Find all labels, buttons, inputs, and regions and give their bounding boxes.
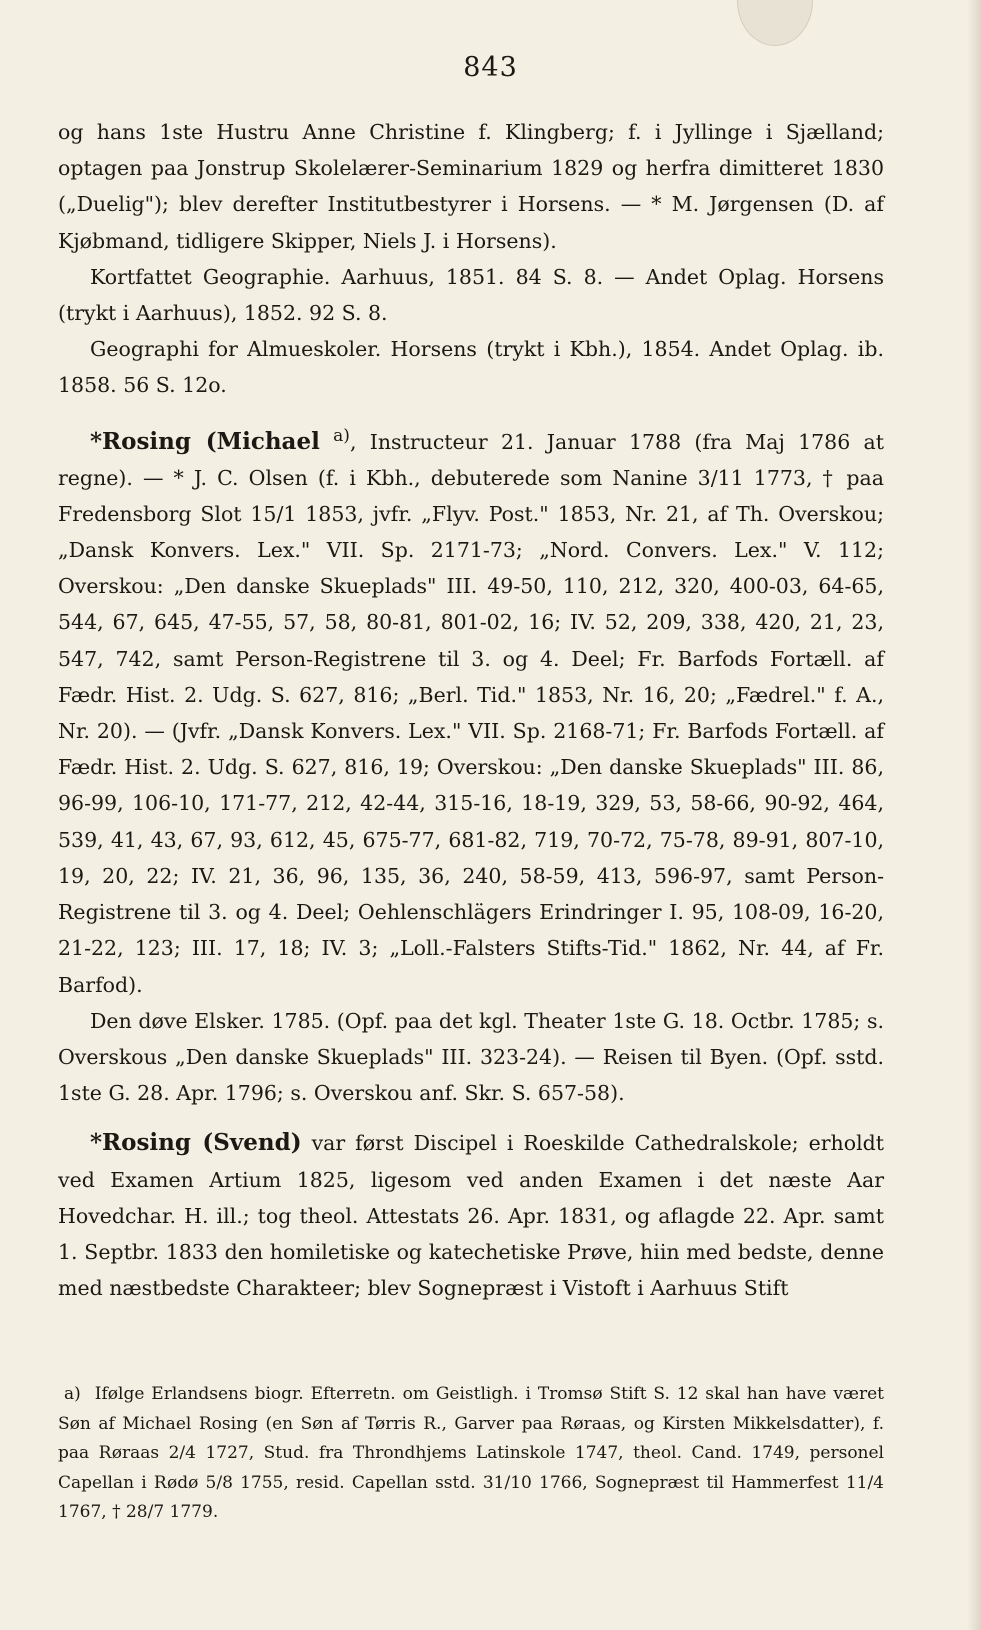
- spacer: [58, 1111, 884, 1125]
- work-entry-geographi-almueskoler: Geographi for Almueskoler. Horsens (trykt i Kbh.), 1854. Andet Oplag. ib. 1858. 56 S. 12o.: [58, 337, 884, 398]
- work-entry-michael: Den døve Elsker. 1785. (Opf. paa det kgl. Theater 1ste G. 18. Octbr. 1785; s. Overskous „Den danske Skueplads" III. 323-24). — Reisen til Byen. (Opf. sstd. 1ste G. 28. Apr. 1796; s. Overskou anf. Skr. S. 657-58).: [58, 1008, 884, 1106]
- entry-heading-michael: *Rosing (Michael: [90, 427, 320, 455]
- footnote-ref: a): [333, 425, 350, 446]
- entry-continuation: og hans 1ste Hustru Anne Christine f. Klingberg; f. i Jyllinge i Sjælland; optagen paa Jonstrup Skolelærer-Seminarium 1829 og herfra dimitteret 1830 („Duelig"); blev derefter Institutbestyrer i Horsens. — * M. Jørgensen (D. af Kjøbmand, tidligere Skipper, Niels J. i Horsens).: [58, 120, 884, 253]
- main-text: [58, 114, 884, 1306]
- entry-heading-svend: *Rosing (Svend): [90, 1129, 302, 1157]
- footnote-text: Ifølge Erlandsens biogr. Efterretn. om Geistligh. i Tromsø Stift S. 12 skal han have været Søn af Michael Rosing (en Søn af Tørris R., Garver paa Røraas, og Kirsten Mikkelsdatter), f. paa Røraas 2/4 1727, Stud. fra Throndhjems Latinskole 1747, theol. Cand. 1749, personel Capellan i Rødø 5/8 1755, resid. Capellan sstd. 31/10 1766, Sognepræst til Hammerfest 11/4 1767, † 28/7 1779.: [58, 1384, 884, 1522]
- entry-body-svend: var først Discipel i Roeskilde Cathedralskole; erholdt ved Examen Artium 1825, ligesom ved anden Examen i det næste Aar Hovedchar. H. ill.; tog theol. Attestats 26. Apr. 1831, og aflagde 22. Apr. samt 1. Septbr. 1833 den homiletiske og katechetiske Prøve, hiin med bedste, denne med næstbedste Charakteer; blev Sognepræst i Vistoft i Aarhuus Stift: [58, 1131, 884, 1301]
- entry-body-michael: , Instructeur 21. Januar 1788 (fra Maj 1786 at regne). — * J. C. Olsen (f. i Kbh., debuterede som Nanine 3/11 1773, † paa Fredensborg Slot 15/1 1853, jvfr. „Flyv. Post." 1853, Nr. 21, af Th. Overskou; „Dansk Konvers. Lex." VII. Sp. 2171-73; „Nord. Convers. Lex." V. 112; Overskou: „Den danske Skueplads" III. 49-50, 110, 212, 320, 400-03, 64-65, 544, 67, 645, 47-55, 57, 58, 80-81, 801-02, 16; IV. 52, 209, 338, 420, 21, 23, 547, 742, samt Person-Registrene til 3. og 4. Deel; Fr. Barfods Fortæll. af Fædr. Hist. 2. Udg. S. 627, 816; „Berl. Tid." 1853, Nr. 16, 20; „Fædrel." f. A., Nr. 20). — (Jvfr. „Dansk Konvers. Lex." VII. Sp. 2168-71; Fr. Barfods Fortæll. af Fædr. Hist. 2. Udg. S. 627, 816, 19; Overskou: „Den danske Skueplads" III. 86, 96-99, 106-10, 171-77, 212, 42-44, 315-16, 18-19, 329, 53, 58-66, 90-92, 464, 539, 41, 43, 67, 93, 612, 45, 675-77, 681-82, 719, 70-72, 75-78, 89-91, 807-10, 19, 20, 22; IV. 21, 36, 96, 135, 36, 240, 58-59, 413, 596-97, samt Person-Registrene til 3. og 4. Deel; Oehlenschlägers Erindringer I. 95, 108-09, 16-20, 21-22, 123; III. 17, 18; IV. 3; „Loll.-Falsters Stifts-Tid." 1862, Nr. 44, af Fr. Barfod).: [58, 429, 885, 997]
- footnote: [58, 1380, 884, 1528]
- footnote-marker: a): [64, 1384, 81, 1404]
- entry-rosing-svend: [58, 1125, 884, 1306]
- page-edge-shadow: [967, 0, 981, 1630]
- binding-hole: [737, 0, 813, 46]
- entry-rosing-michael: [58, 418, 884, 1003]
- spacer: [58, 404, 884, 418]
- footnote-text-block: [58, 1380, 884, 1528]
- work-entry-geographie: Kortfattet Geographie. Aarhuus, 1851. 84 S. 8. — Andet Oplag. Horsens (trykt i Aarhuus), 1852. 92 S. 8.: [58, 264, 884, 326]
- page-number: 843: [463, 52, 518, 83]
